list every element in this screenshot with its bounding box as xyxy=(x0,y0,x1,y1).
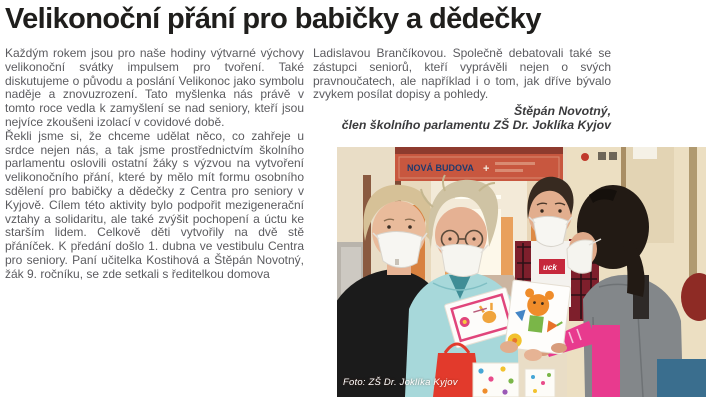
paragraph: Každým rokem jsou pro naše hodiny výtvarné výchovy velikonoční svátky impulsem pro tvoření. Také diskutujeme o původu a poslání Velikonoc jako symbolu naděje a znovuzrození. Tato myšlenka nás právě v tomto roce vedla k zamyšlení se nad seniory, kteří jsou nejvíce zkoušeni izolací v covidové době. xyxy=(5,46,304,129)
photo-caption: Foto: ZŠ Dr. Joklíka Kyjov xyxy=(343,377,458,388)
hand xyxy=(551,343,567,353)
signature-name: Štěpán Novotný, xyxy=(513,104,611,119)
wall-box xyxy=(633,147,657,159)
teacher-eye xyxy=(387,225,391,229)
bag-dot xyxy=(482,388,487,393)
bag-dot xyxy=(547,373,551,377)
far-right-frame xyxy=(689,147,697,289)
alarm-light xyxy=(581,153,589,161)
bag-dot xyxy=(508,378,513,383)
small-card-body xyxy=(525,369,555,397)
bag-dot xyxy=(502,389,507,394)
wall-switch xyxy=(609,152,617,160)
bag-dot xyxy=(533,389,537,393)
wall-switch xyxy=(598,152,606,160)
text-column-left xyxy=(5,47,304,282)
student-eye xyxy=(540,209,543,212)
teacher-eye xyxy=(408,225,412,229)
hand xyxy=(524,349,542,361)
gift-bag-dotted xyxy=(473,363,519,397)
student-eye xyxy=(558,209,561,212)
article-headline: Velikonoční přání pro babičky a dědečky xyxy=(5,3,541,35)
signature-role: člen školního parlamentu ZŠ Dr. Joklíka Kyjov xyxy=(341,117,611,132)
senior-mask xyxy=(441,244,483,276)
bag-dot xyxy=(478,368,483,373)
sign-cross-icon: + xyxy=(483,163,490,175)
hand xyxy=(500,341,518,353)
sign-smalltext-line xyxy=(495,169,523,172)
sign-smalltext-line xyxy=(495,162,535,165)
bag-dot xyxy=(488,376,493,381)
sign-text: NOVÁ BUDOVA xyxy=(407,163,474,173)
bag-dot xyxy=(541,381,545,385)
student-tee-print: uck xyxy=(543,263,557,272)
photo-illustration xyxy=(337,147,706,397)
student-mask xyxy=(533,216,568,246)
article-photo xyxy=(337,147,706,397)
text-column-right xyxy=(313,47,611,132)
director-jeans xyxy=(657,359,706,397)
sign-banner xyxy=(395,147,563,181)
paragraph: Řekli jsme si, že chceme udělat něco, co zahřeje u srdce nejen nás, a tak jsme prostřednictvím školního parlamentu oslovili ostatní žáky s výzvou na vytvoření velikonočního přání, které by mělo mít formu osobního sdělení pro babičky a dědečky z Centra pro seniory v Kyjově. Cílem této aktivity bylo podpořit mezigenerační vztahy a solidaritu, ale také zvýšit pochopení a úctu ke starším lidem. Celkově děti vytvořily na dvě stě přáníček. K předání došlo 1. dubna ve vestibulu Centra pro seniory. Paní učitelka Kostihová a Štěpán Novotný, žák 9. ročníku, se zde setkali s ředitelkou domova xyxy=(5,128,304,281)
paragraph: Ladislavou Brančíkovou. Společně debatovali také se zástupci seniorů, kteří vyprávěli nejen o svých pravnoučatech, ale například i o tom, jak dříve bývalo zvykem posílat dopisy a pohledy. xyxy=(313,46,611,102)
senior-eye xyxy=(472,237,475,240)
card-dotted-small xyxy=(525,369,555,397)
bag-dot xyxy=(531,375,535,379)
sign-top-strip xyxy=(395,147,563,154)
signature-block xyxy=(313,105,611,132)
bag-dot xyxy=(500,366,505,371)
senior-eye xyxy=(448,237,451,240)
director-arm-down xyxy=(592,325,620,397)
teacher-mask xyxy=(377,231,422,267)
mouse-body xyxy=(528,315,544,333)
